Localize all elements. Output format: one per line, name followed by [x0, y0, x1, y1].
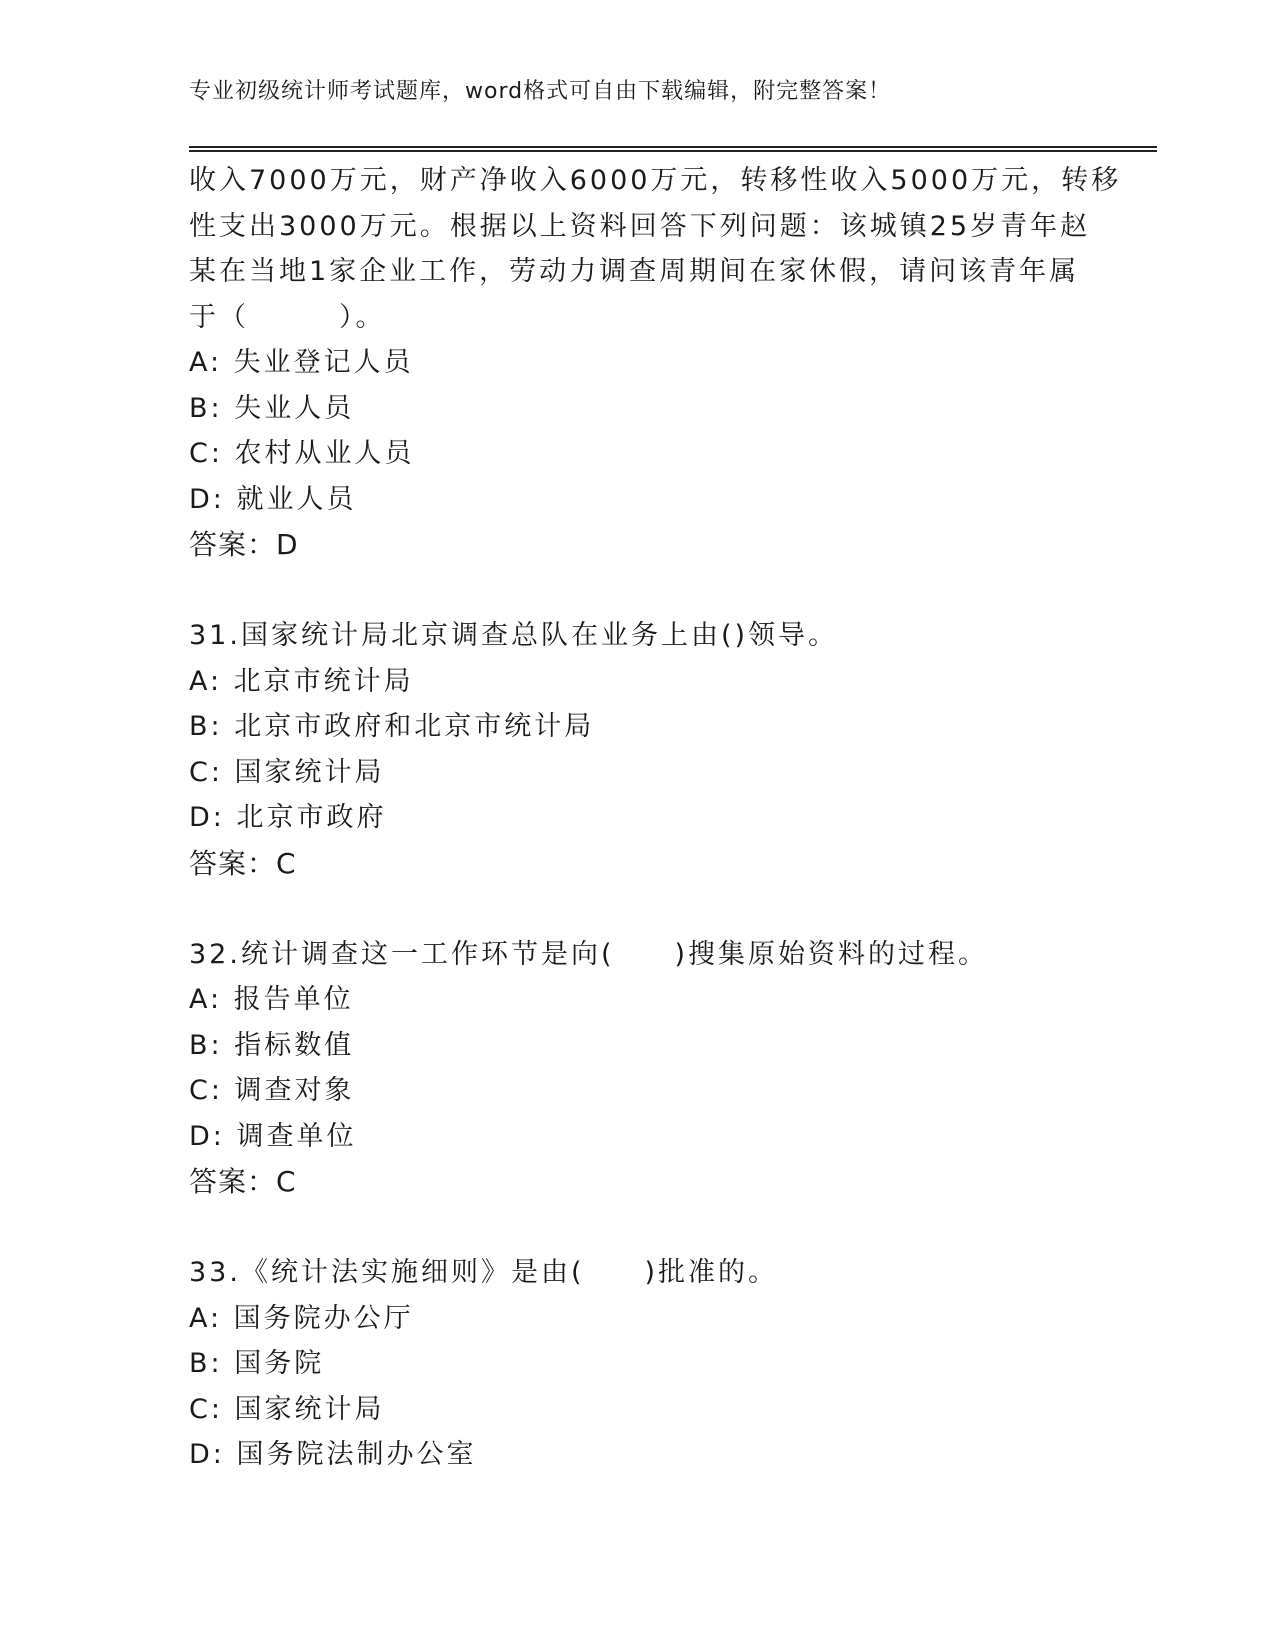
document-body	[189, 158, 1122, 1478]
question-stem: 32.统计调查这一工作环节是向( )搜集原始资料的过程。	[189, 938, 989, 970]
option-d: D: 国务院法制办公室	[189, 1439, 477, 1470]
option-d: D: 调查单位	[189, 1120, 357, 1152]
question-stem-line: 某在当地1家企业工作，劳动力调查周期间在家休假，请问该青年属	[189, 256, 1080, 287]
option-c: C: 农村从业人员	[189, 438, 415, 469]
question-stem-line: 性支出3000万元。根据以上资料回答下列问题：该城镇25岁青年赵	[189, 210, 1091, 242]
question-32	[189, 932, 1069, 1205]
option-b: B: 指标数值	[189, 1029, 355, 1061]
option-d: D: 就业人员	[189, 483, 357, 515]
option-c: C: 调查对象	[189, 1075, 355, 1106]
option-a: A: 报告单位	[189, 984, 354, 1015]
question-stem-line: 于（ ）。	[189, 301, 386, 333]
question-continued	[189, 158, 1122, 568]
answer: 答案：D	[189, 528, 299, 561]
option-c: C: 国家统计局	[189, 1393, 385, 1425]
option-a: A: 国务院办公厅	[189, 1302, 414, 1334]
question-31	[189, 613, 1069, 886]
option-a: A: 北京市统计局	[189, 665, 414, 697]
option-b: B: 国务院	[189, 1348, 325, 1379]
question-stem: 33.《统计法实施细则》是由( )批准的。	[189, 1257, 779, 1288]
question-stem-line: 收入7000万元，财产净收入6000万元，转移性收入5000万元，转移	[189, 165, 1122, 196]
answer: 答案：C	[189, 1165, 297, 1198]
option-b: B: 北京市政府和北京市统计局	[189, 711, 595, 742]
option-a: A: 失业登记人员	[189, 347, 414, 378]
page-header: 专业初级统计师考试题库，word格式可自由下载编辑，附完整答案！	[189, 79, 892, 104]
answer: 答案：C	[189, 846, 297, 880]
question-stem: 31.国家统计局北京调查总队在业务上由()领导。	[189, 620, 839, 651]
option-b: B: 失业人员	[189, 392, 355, 424]
option-c: C: 国家统计局	[189, 756, 385, 788]
header-divider	[189, 146, 1157, 152]
option-d: D: 北京市政府	[189, 802, 387, 833]
question-33	[189, 1250, 1069, 1478]
